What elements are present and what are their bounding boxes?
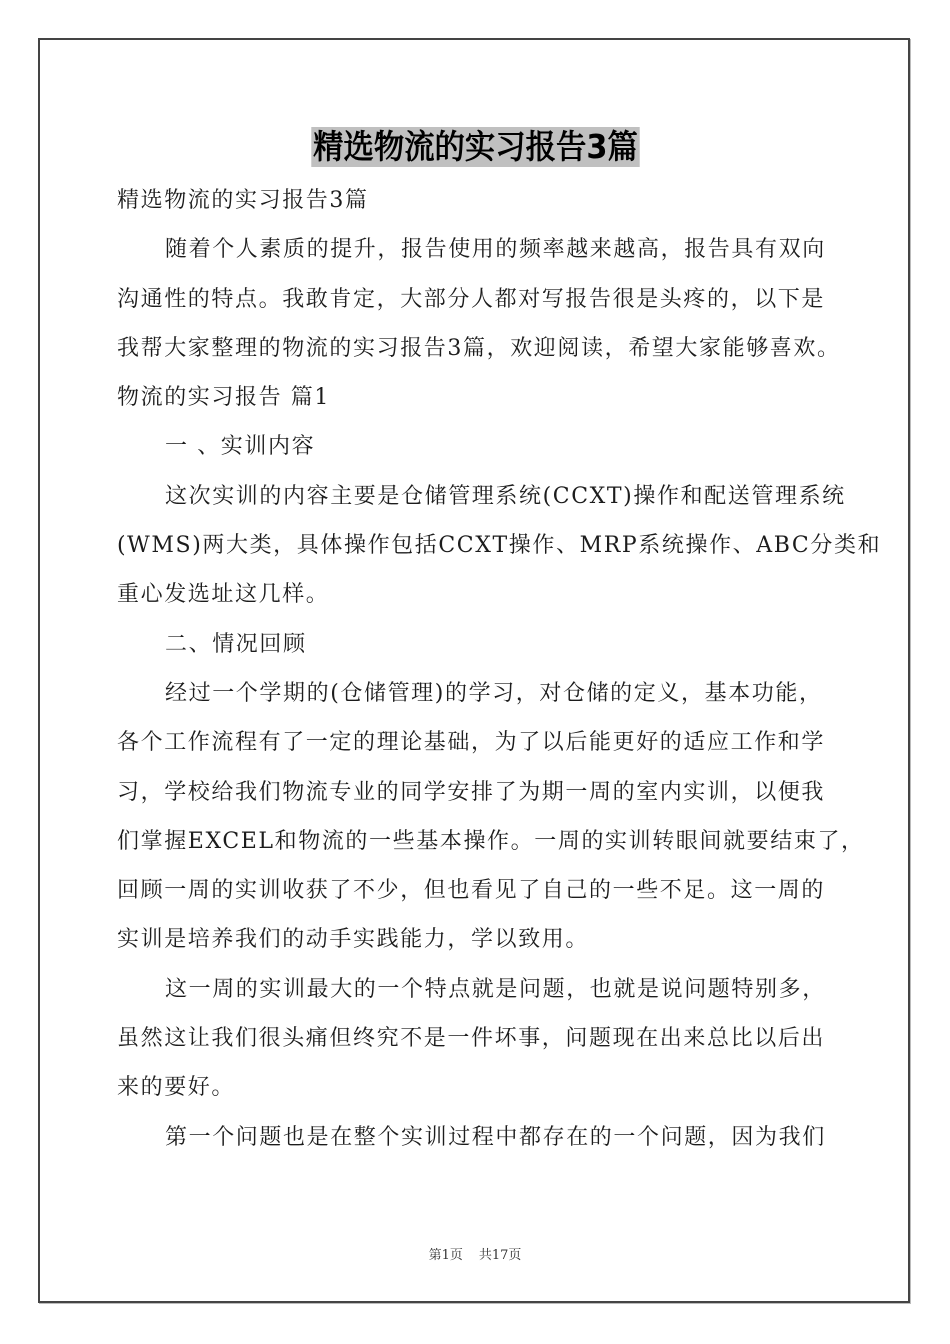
text-line: 沟通性的特点。我敢肯定，大部分人都对写报告很是头疼的，以下是 [117,286,826,312]
document-title: 精选物流的实习报告3篇 [312,127,638,166]
text-line: 二、情况回顾 [165,631,307,657]
text-line: 重心发选址这几样。 [117,582,330,608]
text-line: 这一周的实训最大的一个特点就是问题，也就是说问题特别多， [165,976,826,1002]
text-line: 经过一个学期的(仓储管理)的学习，对仓储的定义，基本功能， [165,680,823,706]
text-line: 来的要好。 [117,1075,236,1101]
text-line: 虽然这让我们很头痛但终究不是一件坏事，问题现在出来总比以后出 [117,1026,826,1052]
text-line: 第一个问题也是在整个实训过程中都存在的一个问题，因为我们 [165,1124,826,1150]
text-line: 随着个人素质的提升，报告使用的频率越来越高，报告具有双向 [165,237,826,263]
page-footer [0,1244,950,1263]
text-line: 这次实训的内容主要是仓储管理系统(CCXT)操作和配送管理系统 [165,483,846,509]
text-line: 一 、实训内容 [165,434,316,460]
text-line: 习，学校给我们物流专业的同学安排了为期一周的室内实训，以便我 [117,779,826,805]
text-line: 我帮大家整理的物流的实习报告3篇，欢迎阅读，希望大家能够喜欢。 [117,335,841,361]
document-body [117,176,882,1162]
text-line: 们掌握EXCEL和物流的一些基本操作。一周的实训转眼间就要结束了， [117,828,865,854]
text-line: 各个工作流程有了一定的理论基础，为了以后能更好的适应工作和学 [117,730,826,756]
text-line: 精选物流的实习报告3篇 [117,188,369,213]
total-pages-label: 共17页 [478,1248,522,1263]
current-page-label: 第1页 [428,1248,463,1263]
title-container [0,127,950,167]
text-line: (WMS)两大类，具体操作包括CCXT操作、MRP系统操作、ABC分类和 [117,533,882,559]
text-line: 回顾一周的实训收获了不少，但也看见了自己的一些不足。这一周的 [117,878,826,904]
text-line: 物流的实习报告 篇1 [117,385,330,411]
text-line: 实训是培养我们的动手实践能力，学以致用。 [117,927,590,953]
